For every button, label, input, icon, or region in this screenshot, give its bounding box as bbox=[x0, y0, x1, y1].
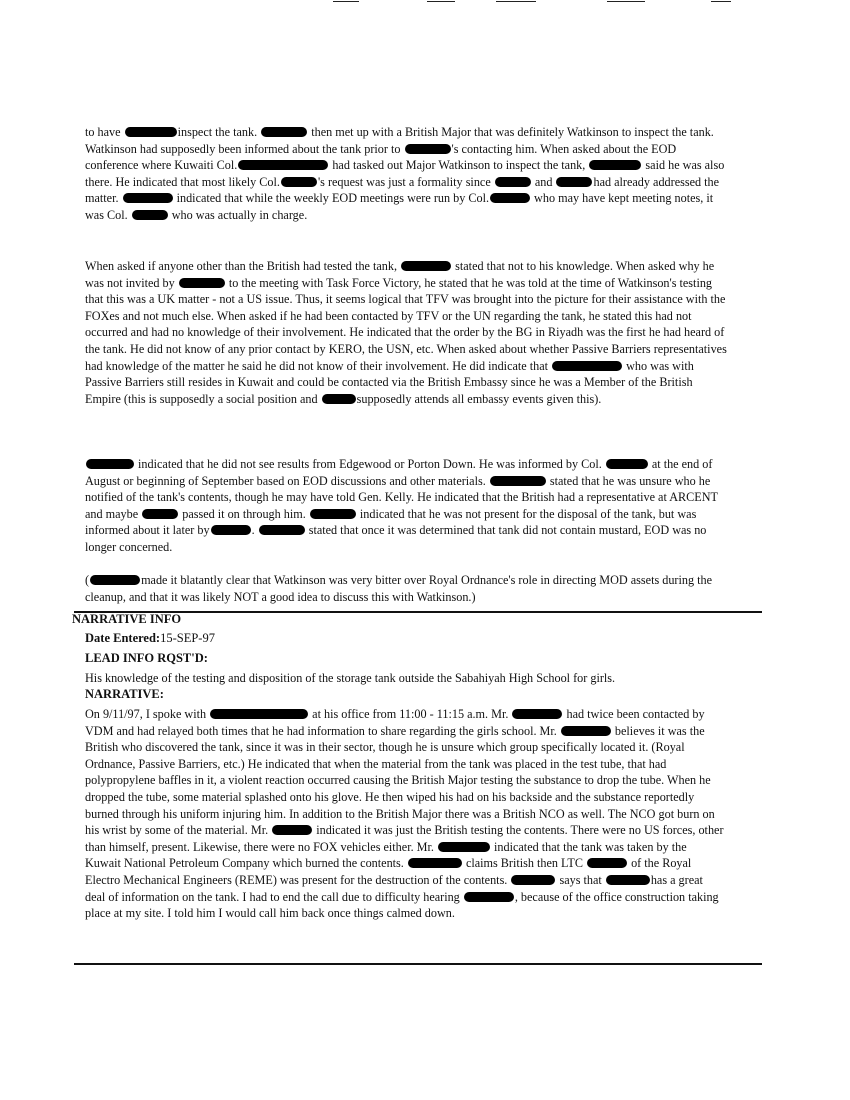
section-title: NARRATIVE INFO bbox=[72, 612, 182, 626]
redaction-mark bbox=[589, 160, 641, 170]
paragraph-continuation: to have inspect the tank. then met up with a British Major that was definitely Watkinson to inspect the tank. Watkinson had supposedly been informed about the tank prior to 's contacting him. When asked about the EOD conference where Kuwaiti Col. had tasked out Major Watkinson to inspect the tank, said he was also there. He indicated that most likely Col. 's request was just a formality since and had already addressed the matter. indicated that while the weekly EOD meetings were run by Col. who may have kept meeting notes, it was Col. who was actually in charge. bbox=[85, 125, 725, 222]
redaction-mark bbox=[211, 525, 251, 535]
redaction-mark bbox=[490, 193, 530, 203]
redaction-mark bbox=[123, 193, 173, 203]
redaction-mark bbox=[261, 127, 307, 137]
redaction-mark bbox=[495, 177, 531, 187]
narrative-label: NARRATIVE: bbox=[85, 687, 164, 701]
redaction-mark bbox=[310, 509, 356, 519]
redaction-mark bbox=[179, 278, 225, 288]
redaction-mark bbox=[272, 825, 312, 835]
redaction-mark bbox=[322, 394, 356, 404]
redaction-mark bbox=[438, 842, 490, 852]
lead-info-label: LEAD INFO RQST'D: bbox=[85, 651, 208, 665]
paragraph-results: indicated that he did not see results from Edgewood or Porton Down. He was informed by Col. at the end of August or beginning of September based on EOD discussions and other materials. stated that he was unsure who he notified of the tank's contents, though he may have told Gen. Kelly. He indicated that the British had a representative at ARCENT and maybe passed it on through him. indicated that he was not present for the disposal of the tank, but was informed about it later by . stated that once it was determined that tank did not contain mustard, EOD was no longer concerned. bbox=[85, 457, 718, 554]
redaction-mark bbox=[512, 709, 562, 719]
redaction-mark bbox=[125, 127, 177, 137]
paragraph-watkinson-note: ( made it blatantly clear that Watkinson was very bitter over Royal Ordnance's role in directing MOD assets during the cleanup, and that it was likely NOT a good idea to discuss this with Watkinson.) bbox=[85, 573, 712, 604]
top-edge-marks bbox=[0, 0, 850, 4]
section-divider-bottom bbox=[74, 963, 762, 965]
date-entered-label: Date Entered: bbox=[85, 631, 161, 645]
redaction-mark bbox=[210, 709, 308, 719]
redaction-mark bbox=[401, 261, 451, 271]
redaction-mark bbox=[238, 160, 328, 170]
redaction-mark bbox=[552, 361, 622, 371]
redaction-mark bbox=[408, 858, 462, 868]
redaction-mark bbox=[281, 177, 317, 187]
redaction-mark bbox=[587, 858, 627, 868]
redaction-mark bbox=[405, 144, 451, 154]
redaction-mark bbox=[90, 575, 140, 585]
redaction-mark bbox=[132, 210, 168, 220]
redaction-mark bbox=[511, 875, 555, 885]
redaction-mark bbox=[556, 177, 592, 187]
paragraph-british-testing: When asked if anyone other than the British had tested the tank, stated that not to his knowledge. When asked why he was not invited by to the meeting with Task Force Victory, he stated that he was told at the time of Watkinson's testing that this was a UK matter - not a US issue. Thus, it seems logical that TFV was brought into the picture for their assistance with the FOXes and not much else. When asked if he had been contacted by TFV or the UN regarding the tank, he stated this had not occurred and had no knowledge of their involvement. He indicated that the order by the BG in Riyadh was the first he had heard of the tank. He did not know of any prior contact by KERO, the USN, etc. When asked about whether Passive Barriers representatives had knowledge of the matter he said he did not know of their involvement. He did indicate that who was with Passive Barriers still resides in Kuwait and could be contacted via the British Embassy since he was a Member of the British Empire (this is supposedly a social position and supposedly attends all embassy events given this). bbox=[85, 259, 727, 406]
redaction-mark bbox=[606, 875, 650, 885]
redaction-mark bbox=[464, 892, 514, 902]
redaction-mark bbox=[561, 726, 611, 736]
date-entered-value: 15-SEP-97 bbox=[160, 631, 215, 645]
narrative-body: On 9/11/97, I spoke with at his office from 11:00 - 11:15 a.m. Mr. had twice been contacted by VDM and had relayed both times that he had information to share regarding the girls school. Mr. believes it was the British who discovered the tank, since it was in their sector, though he is unsure which group specifically located it. (Royal Ordnance, Passive Barriers, etc.) He indicated that when the material from the tank was placed in the test tube, that had polypropylene baffles in it, a violent reaction occurred causing the British Major testing the substance to drop the tube. When he dropped the tube, some material splashed onto his glove. He then wiped his had on his backside and the substance reportedly burned through his uniform injuring him. In addition to the British Major there was a British NCO as well. The NCO got burn on his wrist by some of the material. Mr. indicated it was just the British testing the contents. There were no US forces, other than himself, present. Likewise, there were no FOX vehicles either. Mr. indicated that the tank was taken by the Kuwait National Petroleum Company which burned the contents. claims British then LTC of the Royal Electro Mechanical Engineers (REME) was present for the destruction of the contents. says that has a great deal of information on the tank. I had to end the call due to difficulty hearing , because of the office construction taking place at my site. I told him I would call him back once things calmed down. bbox=[85, 707, 724, 921]
redaction-mark bbox=[490, 476, 546, 486]
redaction-mark bbox=[259, 525, 305, 535]
date-entered-field bbox=[85, 631, 215, 646]
lead-info-text: His knowledge of the testing and disposition of the storage tank outside the Sabahiyah High School for girls. bbox=[85, 671, 616, 685]
redaction-mark bbox=[86, 459, 134, 469]
redaction-mark bbox=[606, 459, 648, 469]
redaction-mark bbox=[142, 509, 178, 519]
